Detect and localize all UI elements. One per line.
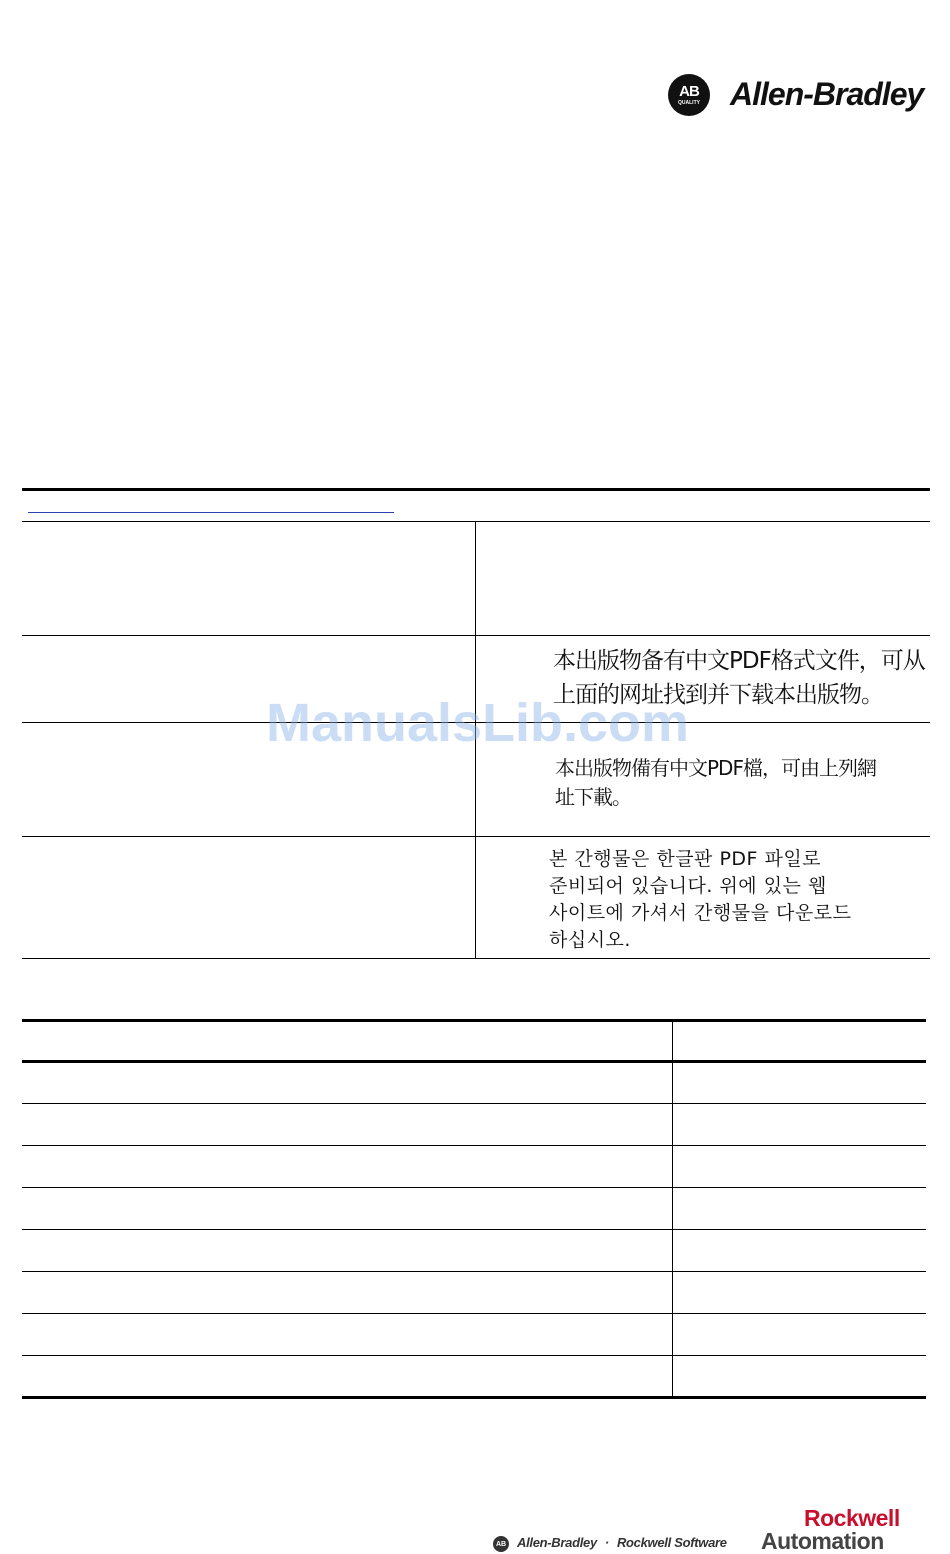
contents-row-divider [22, 1187, 926, 1188]
contents-row-divider [22, 1313, 926, 1314]
chinese-traditional-notice [555, 754, 876, 812]
footer-ab-logo: AB [493, 1536, 509, 1552]
footer-brand-allen-bradley: Allen-Bradley [517, 1535, 597, 1550]
contents-column-divider [672, 1021, 673, 1397]
contents-table-header-rule [22, 1060, 926, 1063]
logo-letters: AB [679, 83, 699, 100]
korean-notice [549, 846, 851, 954]
contents-table-bottom-border [22, 1396, 926, 1399]
logo-subtext: QUALITY [678, 100, 700, 106]
notice-line: 本出版物备有中文PDF格式文件，可从 [553, 648, 925, 674]
language-row-divider [22, 836, 930, 837]
footer-separator: · [604, 1535, 609, 1550]
contents-table-top-border [22, 1019, 926, 1022]
notice-line: 址下載。 [555, 785, 631, 809]
footer-brands [517, 1535, 727, 1550]
rockwell-wordmark: Rockwell [804, 1505, 900, 1531]
language-table-top-border [22, 521, 930, 522]
notice-line: 본 간행물은 한글판 PDF 파일로 [549, 848, 822, 870]
language-row-divider [22, 635, 930, 636]
contents-row-divider [22, 1145, 926, 1146]
notice-line: 준비되어 있습니다. 위에 있는 웹 [549, 875, 827, 897]
contents-row-divider [22, 1229, 926, 1230]
contents-row-divider [22, 1355, 926, 1356]
language-table-bottom-border [22, 958, 930, 959]
contents-row-divider [22, 1103, 926, 1104]
notice-line: 上面的网址找到并下载本出版物。 [553, 682, 883, 708]
top-rule [22, 488, 930, 491]
notice-line: 本出版物備有中文PDF檔，可由上列網 [555, 756, 876, 780]
notice-line: 사이트에 가셔서 간행물을 다운로드 [549, 902, 852, 924]
footer-brand-rockwell-software: Rockwell Software [616, 1535, 727, 1550]
allen-bradley-logo [668, 74, 710, 116]
automation-wordmark: Automation [761, 1528, 884, 1554]
brand-name: Allen-Bradley [730, 76, 924, 112]
web-link[interactable] [28, 512, 394, 513]
watermark: ManualsLib.com [266, 693, 690, 753]
notice-line: 하십시오. [549, 929, 631, 951]
contents-row-divider [22, 1271, 926, 1272]
